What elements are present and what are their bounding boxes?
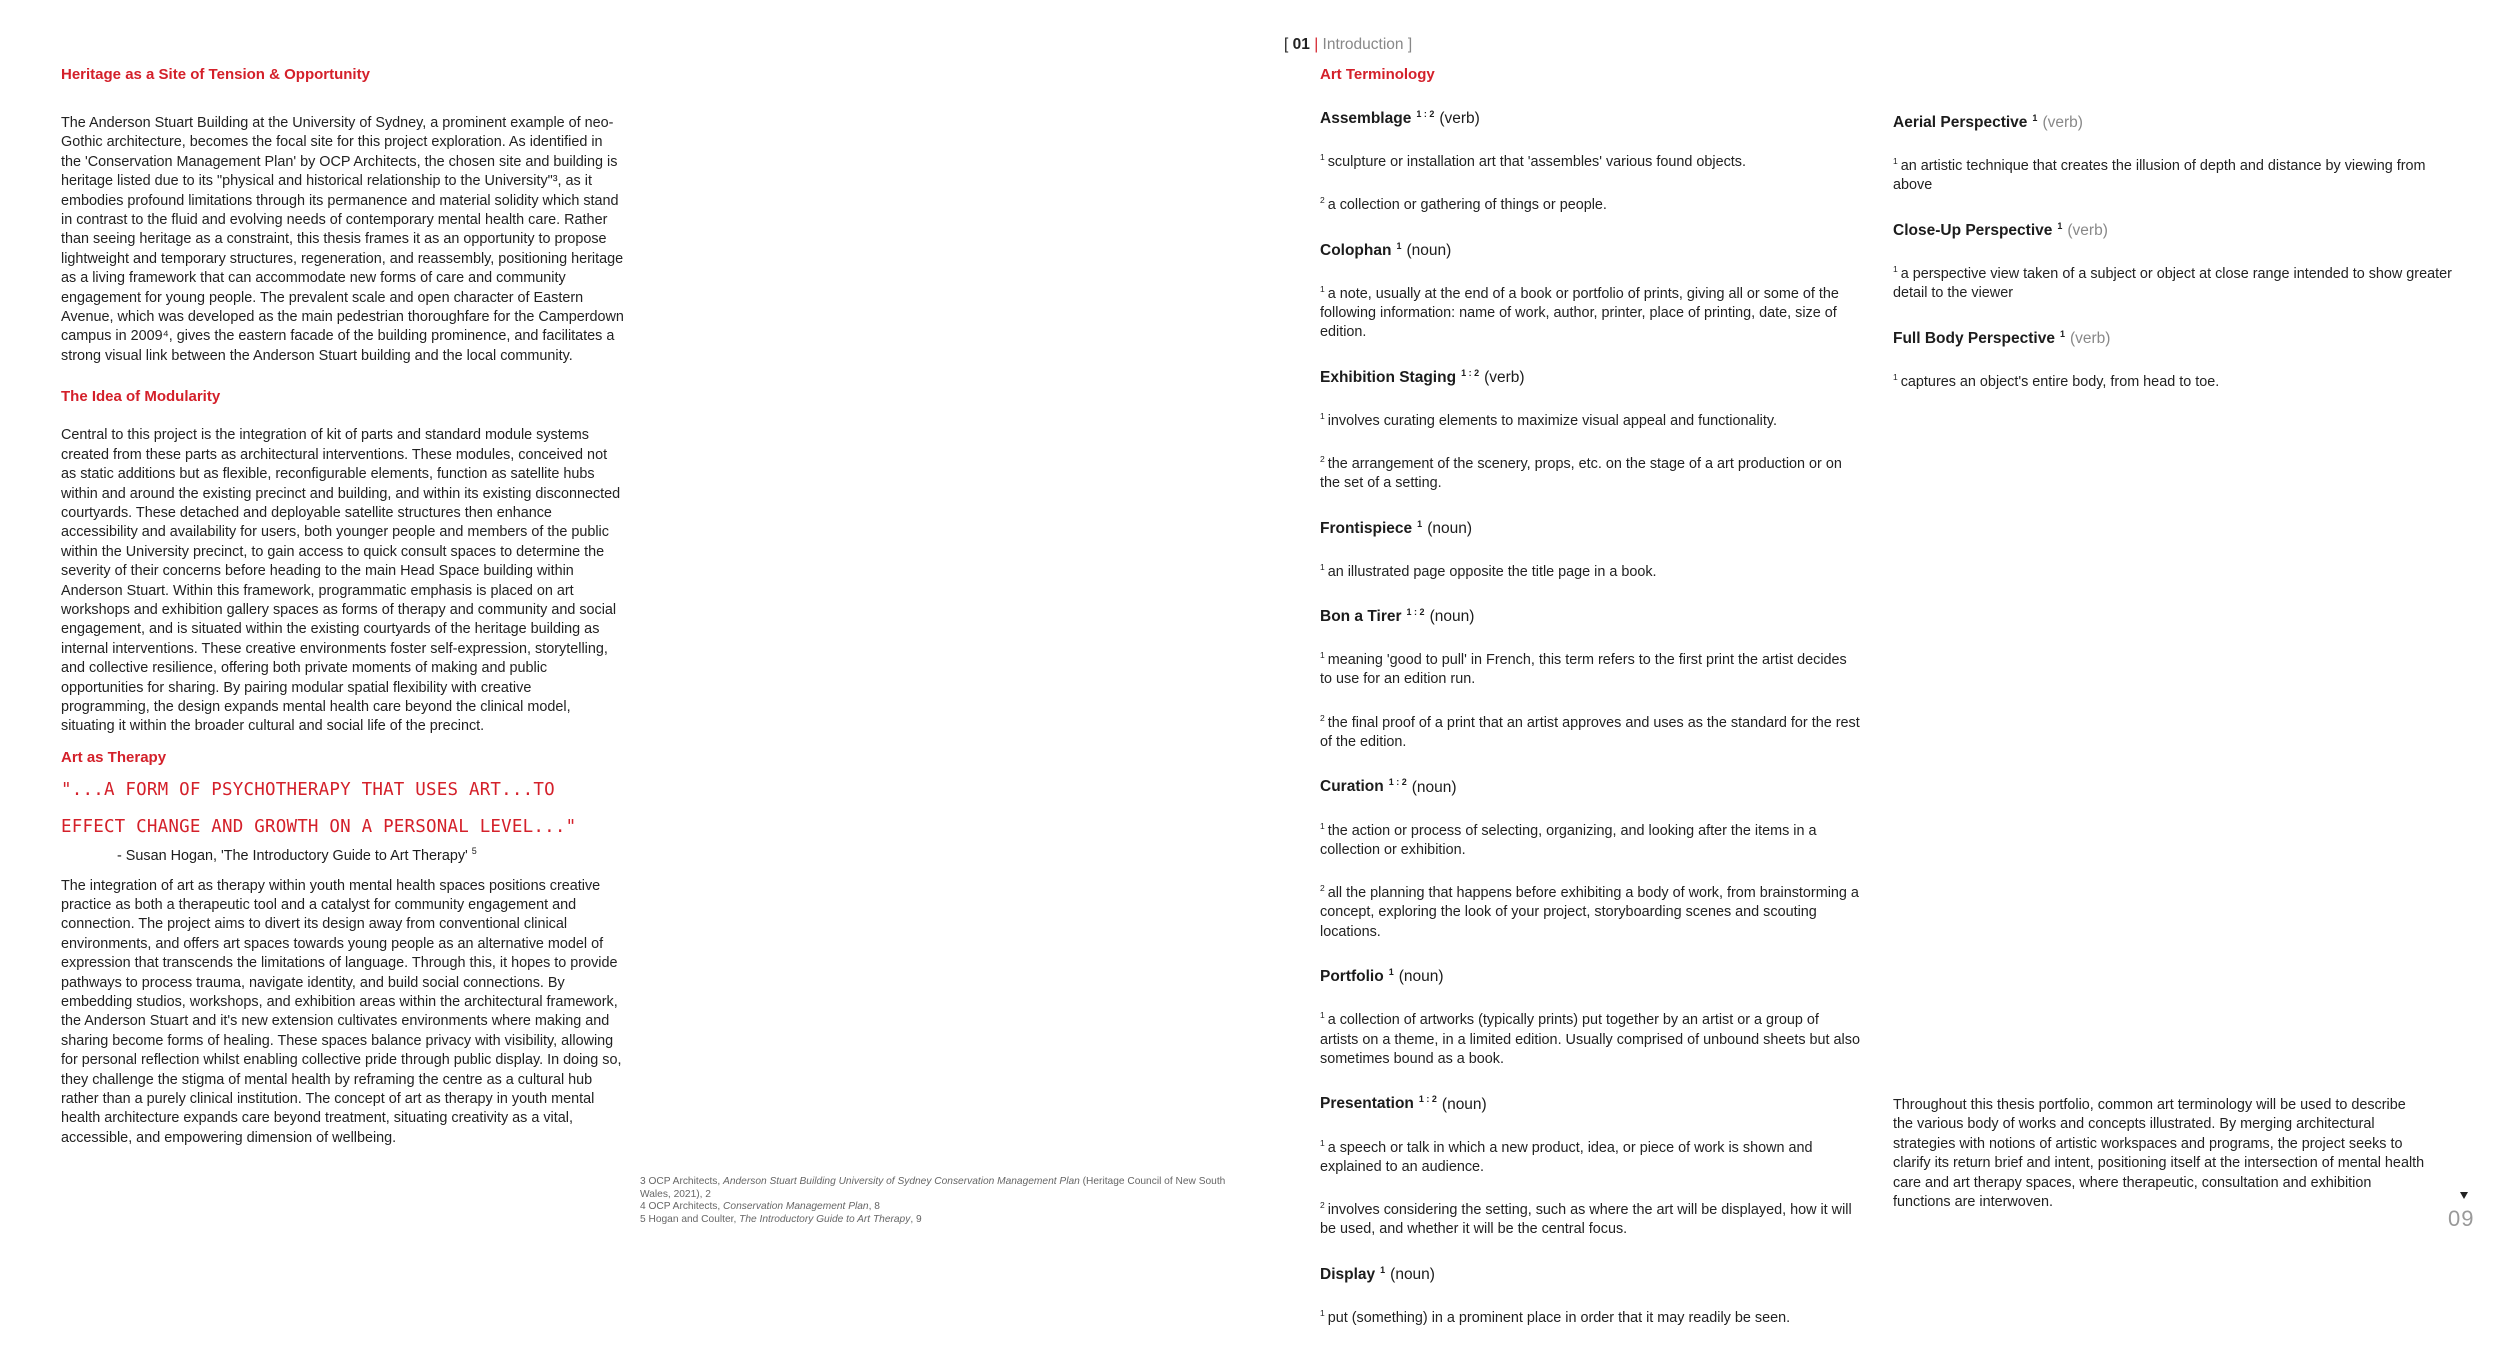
- definition-number: 1: [1320, 152, 1325, 163]
- term-definition: [1320, 191, 1860, 215]
- definition-text: a collection or gathering of things or people.: [1327, 197, 1607, 214]
- term-name: Bon a Tirer: [1320, 608, 1402, 626]
- footnote-3-pre: 3 OCP Architects,: [640, 1176, 724, 1187]
- section-body-art-therapy: The integration of art as therapy within youth mental health spaces positions creative practice as both a therapeutic tool and a catalyst for community engagement and connection. The project aims to divert its design away from conventional clinical environments, and offers art spaces towards young people as an alternative model of expression that transcends the limitations of language. Through this, it hopes to provide pathways to process trauma, navigate identity, and build social connections. By embedding studios, workshops, and exhibition areas within the architectural framework, the Anderson Stuart and it's new extension cultivates environments where making and sharing become forms of healing. These spaces balance privacy with visibility, allowing for personal reflection whilst enabling collective pride through public display. In doing so, they challenge the stigma of mental health by reframing the centre as a cultural hub rather than a purely clinical institution. The concept of art as therapy in youth mental health architecture expands care beyond treatment, situating creativity as a vital, accessible, and empowering dimension of wellbeing.: [61, 877, 622, 1146]
- footnote-5-title: The Introductory Guide to Art Therapy: [739, 1213, 911, 1225]
- term-title: [1893, 108, 2453, 133]
- definition-text: a collection of artworks (typically prints) put together by an artist or a group of artists on a theme, in a limited edition. Usually comprised of unbound sheets but also sometimes bound as a book.: [1320, 1012, 1860, 1067]
- chapter-separator: |: [1314, 36, 1319, 53]
- terminology-closing-paragraph: Throughout this thesis portfolio, common art terminology will be used to describe the various body of works and concepts illustrated. By merging architectural strategies with notions of artistic workspaces and programs, the project seeks to clarify its return brief and intent, positioning itself at the intersection of mental health care and art therapy spaces, where therapeutic, consultation and exhibition functions are interwoven.: [1893, 1097, 2425, 1211]
- footnote-5-post: , 9: [910, 1213, 922, 1225]
- term-entry: [1320, 1089, 1860, 1239]
- page-arrow-icon: [2460, 1192, 2468, 1199]
- term-entry: [1320, 514, 1860, 582]
- definition-text: an artistic technique that creates the illusion of depth and distance by viewing from above: [1893, 157, 2426, 194]
- term-definition: [1320, 280, 1860, 343]
- term-entry: [1320, 962, 1860, 1069]
- quote-attribution-text: - Susan Hogan, 'The Introductory Guide to Art Therapy': [117, 847, 468, 864]
- definition-number: 2: [1320, 195, 1325, 206]
- term-title: [1320, 236, 1860, 261]
- term-superscript: 1 : 2: [1461, 367, 1480, 378]
- term-definition: [1893, 368, 2453, 392]
- definition-number: 1: [1320, 1137, 1325, 1148]
- term-definition: [1893, 260, 2453, 304]
- term-definition: [1320, 709, 1860, 753]
- definition-text: captures an object's entire body, from head to toe.: [1900, 373, 2220, 390]
- term-type: (noun): [1429, 608, 1475, 626]
- definition-number: 1: [1893, 156, 1898, 167]
- term-title: [1893, 216, 2453, 241]
- term-name: Frontispiece: [1320, 519, 1413, 537]
- terminology-heading: Art Terminology: [1320, 66, 1435, 83]
- definition-text: an illustrated page opposite the title page in a book.: [1327, 563, 1657, 580]
- terminology-column-1: [1320, 66, 1860, 1348]
- term-type: (noun): [1411, 778, 1457, 796]
- term-definition: [1893, 152, 2453, 196]
- term-name: Presentation: [1320, 1095, 1414, 1113]
- section-heading-heritage: Heritage as a Site of Tension & Opportunity: [61, 66, 370, 83]
- term-superscript: 1 : 2: [1418, 1094, 1437, 1105]
- term-type: (verb): [1484, 368, 1525, 386]
- bracket-open: [: [1284, 36, 1289, 53]
- term-type: (noun): [1427, 519, 1472, 537]
- footnote-3: [640, 1176, 1230, 1201]
- definition-number: 2: [1320, 1200, 1325, 1211]
- term-title: [1320, 1089, 1860, 1114]
- term-definition: [1320, 1134, 1860, 1178]
- term-definition: [1320, 407, 1860, 431]
- term-superscript: 1: [1380, 1264, 1386, 1275]
- terminology-list-2: [1893, 108, 2453, 392]
- term-title: [1320, 772, 1860, 797]
- footnote-4-title: Conservation Management Plan: [723, 1201, 869, 1213]
- term-definition: [1320, 1196, 1860, 1240]
- term-definition: [1320, 148, 1860, 172]
- term-type: (verb): [1439, 110, 1480, 128]
- footnote-5-pre: 5 Hogan and Coulter,: [640, 1213, 740, 1225]
- term-entry: [1320, 772, 1860, 942]
- term-type: (noun): [1390, 1265, 1435, 1283]
- definition-number: 1: [1320, 410, 1325, 421]
- footnote-4-post: , 8: [868, 1201, 880, 1213]
- definition-number: 1: [1893, 263, 1898, 274]
- pull-quote: "...A FORM OF PSYCHOTHERAPY THAT USES ART...TO EFFECT CHANGE AND GROWTH ON A PERSONAL LEVEL...": [61, 779, 577, 837]
- term-type: (verb): [2042, 114, 2083, 132]
- term-definition: [1320, 1006, 1860, 1069]
- footnote-4: [640, 1201, 1230, 1214]
- term-title: [1320, 962, 1860, 987]
- term-entry: [1893, 108, 2453, 196]
- definition-number: 1: [1320, 1010, 1325, 1021]
- term-entry: [1320, 236, 1860, 343]
- definition-number: 2: [1320, 454, 1325, 465]
- definition-number: 1: [1893, 371, 1898, 382]
- term-definition: [1320, 646, 1860, 690]
- footnote-3-title: Anderson Stuart Building University of Sydney Conservation Management Plan: [723, 1176, 1080, 1187]
- term-superscript: 1: [1396, 240, 1402, 251]
- definition-number: 1: [1320, 820, 1325, 831]
- term-definition: [1320, 558, 1860, 582]
- definition-number: 1: [1320, 1307, 1325, 1318]
- term-definition: [1320, 450, 1860, 494]
- definition-text: a speech or talk in which a new product, idea, or piece of work is shown and explained to an audience.: [1320, 1139, 1813, 1175]
- terminology-list-1: [1320, 104, 1860, 1328]
- definition-number: 1: [1320, 561, 1325, 572]
- footnote-5: [640, 1214, 1230, 1227]
- definition-text: the final proof of a print that an artist approves and uses as the standard for the rest of the edition.: [1320, 714, 1860, 751]
- section-heading-art-therapy: Art as Therapy: [61, 748, 167, 766]
- definition-text: involves considering the setting, such as where the art will be displayed, how it will be used, and whether it will be the central focus.: [1320, 1201, 1852, 1238]
- chapter-marker: [1284, 36, 1412, 54]
- footnote-3-post: (Heritage Council of New South Wales, 2021), 2: [640, 1176, 1226, 1200]
- term-type: (noun): [1398, 968, 1444, 986]
- definition-text: a perspective view taken of a subject or object at close range intended to show greater detail to the viewer: [1893, 265, 2452, 302]
- term-type: (noun): [1406, 241, 1452, 259]
- term-superscript: 1: [2057, 220, 2063, 231]
- definition-text: a note, usually at the end of a book or portfolio of prints, giving all or some of the following information: name of work, author, printer, place of printing, date, size of edition.: [1320, 285, 1839, 341]
- term-type: (verb): [2069, 329, 2111, 347]
- definition-text: all the planning that happens before exhibiting a body of work, from brainstorming a concept, exploring the look of your project, storyboarding scenes and scouting locations.: [1320, 885, 1859, 940]
- left-column: [61, 66, 624, 1148]
- term-title: [1320, 602, 1860, 627]
- term-name: Assemblage: [1320, 110, 1412, 128]
- chapter-name: Introduction: [1322, 36, 1404, 53]
- section-body-heritage: The Anderson Stuart Building at the University of Sydney, a prominent example of neo-Gothic architecture, becomes the focal site for this project exploration. As identified in the 'Conservation Management Plan' by OCP Architects, the chosen site and building is heritage listed due to its "physical and historical relationship to the University"³, as it embodies profound limitations through its permanence and material solidity which stand in contrast to the fluid and evolving needs of contemporary mental health care. Rather than seeing heritage as a constraint, this thesis frames it as an opportunity to propose lightweight and temporary structures, regeneration, and reassembly, positioning heritage as a living framework that can accommodate new forms of care and community engagement for young people. The prevalent scale and open character of Eastern Avenue, which was developed as the main pedestrian thoroughfare for the Camperdown campus in 2009⁴, gives the eastern facade of the building prominence, and facilitates a strong visual link between the Anderson Stuart building and the local community.: [61, 115, 624, 364]
- term-definition: [1320, 817, 1860, 861]
- term-title: [1320, 1260, 1860, 1285]
- definition-number: 2: [1320, 883, 1325, 894]
- term-title: [1893, 324, 2453, 349]
- term-definition: [1320, 879, 1860, 942]
- definition-number: 1: [1320, 283, 1325, 294]
- term-name: Curation: [1320, 778, 1384, 796]
- term-name: Exhibition Staging: [1320, 368, 1457, 386]
- term-name: Colophan: [1320, 241, 1392, 259]
- term-entry: [1320, 602, 1860, 752]
- term-entry: [1320, 104, 1860, 216]
- term-title: [1320, 104, 1860, 129]
- term-type: (verb): [2067, 221, 2108, 239]
- term-title: [1320, 363, 1860, 388]
- footnotes: [640, 1176, 1230, 1226]
- definition-text: meaning 'good to pull' in French, this term refers to the first print the artist decides to use for an edition run.: [1320, 652, 1847, 688]
- section-heading-modularity: The Idea of Modularity: [61, 388, 221, 406]
- term-type: (noun): [1441, 1095, 1487, 1113]
- term-name: Close-Up Perspective: [1893, 221, 2053, 239]
- definition-text: the arrangement of the scenery, props, etc. on the stage of a art production or on the set of a setting.: [1320, 455, 1842, 492]
- section-body-modularity: Central to this project is the integration of kit of parts and standard module systems created from these parts as architectural interventions. These modules, conceived not as static additions but as flexible, reconfigurable elements, function as satellite hubs within and around the existing precinct and building, and within its existing disconnected courtyards. These detached and deployable satellite structures then enhance accessibility and availability for users, both younger people and members of the public within the University precinct, to gain access to quick consult spaces to determine the severity of their concerns before heading to the main Head Space building within Anderson Stuart. Within this framework, programmatic emphasis is placed on art workshops and exhibition gallery spaces as forms of therapy and community and social engagement, and is situated within the existing courtyards of the heritage building as internal interventions. These creative environments foster self-expression, storytelling, and collective resilience, offering both private moments of making and public opportunities for sharing. By pairing modular spatial flexibility with creative programming, the design expands mental health care beyond the clinical model, situating it within the broader cultural and social life of the precinct.: [61, 427, 621, 735]
- definition-text: the action or process of selecting, organizing, and looking after the items in a collection or exhibition.: [1320, 822, 1817, 858]
- term-name: Display: [1320, 1265, 1376, 1283]
- definition-text: sculpture or installation art that 'assembles' various found objects.: [1327, 153, 1746, 170]
- definition-text: put (something) in a prominent place in order that it may readily be seen.: [1327, 1309, 1791, 1326]
- term-entry: [1893, 324, 2453, 392]
- term-superscript: 1: [1388, 967, 1394, 978]
- term-definition: [1320, 1304, 1860, 1328]
- term-name: Portfolio: [1320, 968, 1384, 986]
- term-name: Aerial Perspective: [1893, 114, 2028, 132]
- definition-text: involves curating elements to maximize visual appeal and functionality.: [1327, 412, 1778, 429]
- term-entry: [1320, 1260, 1860, 1328]
- term-name: Full Body Perspective: [1893, 329, 2055, 347]
- terminology-column-2: [1893, 108, 2453, 412]
- footnote-4-pre: 4 OCP Architects,: [640, 1201, 724, 1213]
- term-superscript: 1 : 2: [1416, 109, 1435, 119]
- definition-number: 1: [1320, 650, 1325, 661]
- term-superscript: 1 : 2: [1388, 777, 1407, 788]
- term-superscript: 1: [2059, 328, 2065, 339]
- chapter-number: 01: [1292, 36, 1310, 53]
- term-entry: [1320, 363, 1860, 494]
- term-superscript: 1 : 2: [1406, 607, 1425, 618]
- definition-number: 2: [1320, 712, 1325, 723]
- quote-attribution-footnote: 5: [471, 845, 477, 856]
- term-superscript: 1: [2032, 113, 2038, 123]
- term-entry: [1893, 216, 2453, 304]
- term-title: [1320, 514, 1860, 539]
- bracket-close: ]: [1407, 36, 1413, 53]
- page-number: 09: [2448, 1206, 2475, 1231]
- term-superscript: 1: [1417, 518, 1423, 529]
